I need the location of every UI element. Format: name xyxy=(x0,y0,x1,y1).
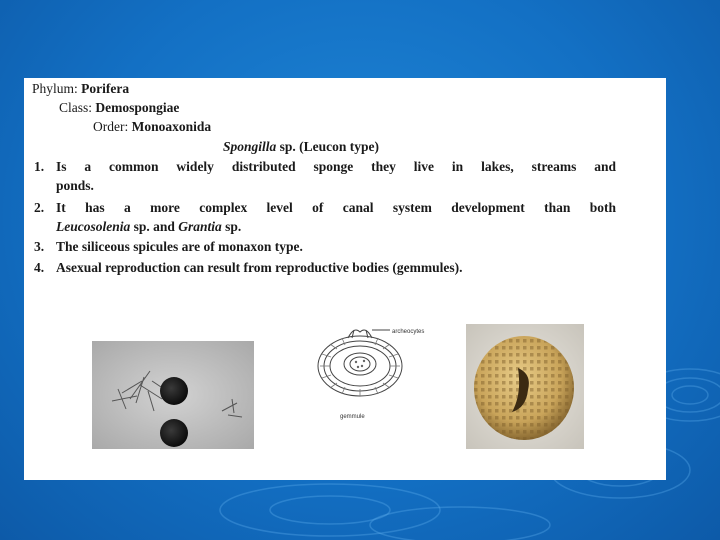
point-1-line-2: ponds. xyxy=(56,178,94,193)
class-label: Class: xyxy=(59,100,96,115)
spongilla-photo-image xyxy=(466,324,584,449)
point-4-line-1: Asexual reproduction can result from reproductive bodies (gemmules). xyxy=(56,260,463,275)
leucosolenia-name: Leucosolenia xyxy=(56,219,131,234)
phylum-value: Porifera xyxy=(81,81,130,96)
class-value: Demospongiae xyxy=(95,100,180,115)
grantia-name: Grantia xyxy=(178,219,222,234)
species-heading xyxy=(223,139,379,155)
order-line xyxy=(93,119,211,135)
class-line xyxy=(59,100,179,116)
phylum-label: Phylum: xyxy=(32,81,82,96)
point-2-text-b: sp. xyxy=(221,219,242,234)
point-4-number: 4. xyxy=(34,260,45,275)
species-genus: Spongilla xyxy=(223,139,277,154)
point-2-line-2 xyxy=(56,219,241,235)
point-2-text-a: sp. and xyxy=(130,219,179,234)
archeocytes-label: archeocytes xyxy=(392,329,425,335)
phylum-line xyxy=(32,81,129,97)
slide-content-panel xyxy=(24,78,666,480)
gemmule-diagram-image xyxy=(310,316,452,420)
order-value: Monoaxonida xyxy=(131,119,212,134)
point-1-number: 1. xyxy=(34,159,45,174)
point-3-line-1: The siliceous spicules are of monaxon type. xyxy=(56,239,303,254)
point-2-line-1: It has a more complex level of canal system development than both xyxy=(56,200,616,215)
point-3-number: 3. xyxy=(34,239,45,254)
species-rest: sp. (Leucon type) xyxy=(276,139,380,154)
point-1-line-1: Is a common widely distributed sponge they live in lakes, streams and xyxy=(56,159,616,174)
spicule-micrograph-image xyxy=(92,341,254,449)
order-label: Order: xyxy=(93,119,132,134)
gemmule-label: gemmule xyxy=(340,414,365,420)
point-2-number: 2. xyxy=(34,200,45,215)
